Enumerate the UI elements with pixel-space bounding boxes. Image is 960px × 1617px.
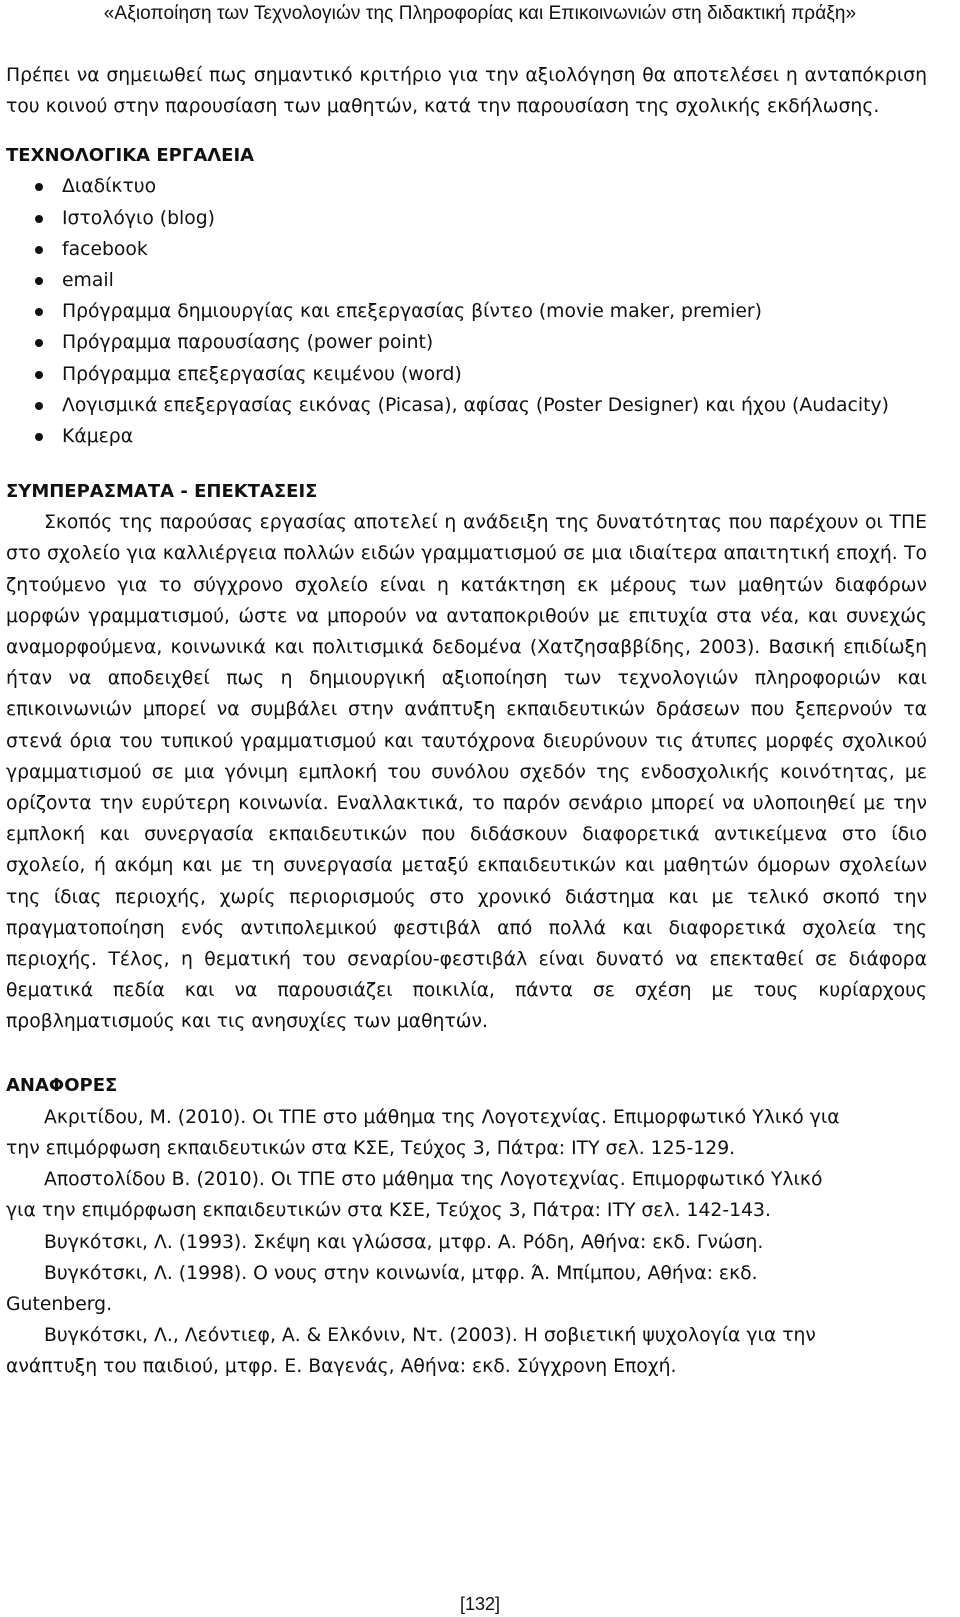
- tools-list-item: Λογισμικά επεξεργασίας εικόνας (Picasa), αφίσας (Poster Designer) και ήχου (Audacity): [62, 390, 927, 421]
- running-header: «Αξιοποίηση των Τεχνολογιών της Πληροφορίας και Επικοινωνιών στη διδακτική πράξη»: [103, 3, 857, 24]
- tools-list: [6, 171, 927, 452]
- tools-heading: ΤΕΧΝΟΛΟΓΙΚΑ ΕΡΓΑΛΕΙΑ: [6, 145, 255, 167]
- reference-continuation: ανάπτυξη του παιδιού, μτφρ. Ε. Βαγενάς, Αθήνα: εκδ. Σύγχρονη Εποχή.: [6, 1356, 677, 1378]
- reference-first-line: Αποστολίδου Β. (2010). Οι ΤΠΕ στο μάθημα της Λογοτεχνίας. Επιμορφωτικό Υλικό: [44, 1169, 823, 1191]
- tools-list-item: Ιστολόγιο (blog): [62, 203, 927, 234]
- tools-list-item: email: [62, 265, 927, 296]
- tools-list-item: Πρόγραμμα δημιουργίας και επεξεργασίας βίντεο (movie maker, premier): [62, 296, 927, 327]
- intro-paragraph: Πρέπει να σημειωθεί πως σημαντικό κριτήριο για την αξιολόγηση θα αποτελέσει η ανταπόκριση του κοινού στην παρουσίαση των μαθητών, κατά την παρουσίαση της σχολικής εκδήλωσης.: [6, 65, 927, 118]
- references-heading: ΑΝΑΦΟΡΕΣ: [6, 1074, 118, 1096]
- page-body: [6, 60, 927, 1383]
- references-list: [6, 1102, 927, 1383]
- tools-list-item: Πρόγραμμα επεξεργασίας κειμένου (word): [62, 359, 927, 390]
- reference-entry: [6, 1258, 927, 1320]
- reference-continuation: την επιμόρφωση εκπαιδευτικών στα ΚΣΕ, Τεύχος 3, Πάτρα: ΙΤΥ σελ. 125-129.: [6, 1137, 736, 1159]
- conclusions-heading: ΣΥΜΠΕΡΑΣΜΑΤΑ - ΕΠΕΚΤΑΣΕΙΣ: [6, 481, 318, 503]
- reference-first-line: Ακριτίδου, Μ. (2010). Οι ΤΠΕ στο μάθημα της Λογοτεχνίας. Επιμορφωτικό Υλικό για: [44, 1106, 840, 1128]
- reference-continuation: Gutenberg.: [6, 1293, 113, 1315]
- reference-entry: [6, 1164, 927, 1226]
- reference-entry: [6, 1102, 927, 1164]
- reference-first-line: Βυγκότσκι, Λ. (1993). Σκέψη και γλώσσα, μτφρ. Α. Ρόδη, Αθήνα: εκδ. Γνώση.: [44, 1231, 764, 1253]
- tools-list-item: Κάμερα: [62, 421, 927, 452]
- reference-first-line: Βυγκότσκι, Λ., Λεόντιεφ, Α. & Ελκόνιν, Ντ. (2003). Η σοβιετική ψυχολογία για την: [44, 1325, 816, 1347]
- tools-list-item: Πρόγραμμα παρουσίασης (power point): [62, 327, 927, 358]
- tools-list-item: Διαδίκτυο: [62, 171, 927, 202]
- tools-list-item: facebook: [62, 234, 927, 265]
- reference-entry: [6, 1320, 927, 1382]
- reference-entry: [6, 1227, 927, 1258]
- page-number: [132]: [459, 1594, 501, 1614]
- reference-continuation: για την επιμόρφωση εκπαιδευτικών στα ΚΣΕ, Τεύχος 3, Πάτρα: ΙΤΥ σελ. 142-143.: [6, 1200, 771, 1222]
- reference-first-line: Βυγκότσκι, Λ. (1998). Ο νους στην κοινωνία, μτφρ. Ά. Μπίμπου, Αθήνα: εκδ.: [44, 1262, 758, 1284]
- conclusions-paragraph: Σκοπός της παρούσας εργασίας αποτελεί η ανάδειξη της δυνατότητας που παρέχουν οι ΤΠΕ στο σχολείο για καλλιέργεια πολλών ειδών γραμματισμού σε μια ιδιαίτερα απαιτητική εποχή. Το ζητούμενο για το σύγχρονο σχολείο είναι η κατάκτηση εκ μέρους των μαθητών διαφόρων μορφών γραμματισμού, ώστε να μπορούν να ανταποκριθούν με επιτυχία στα νέα, και συνεχώς αναμορφούμενα, κοινωνικά και πολιτισμικά δεδομένα (Χατζησαββίδης, 2003). Βασική επιδίωξη ήταν να αποδειχθεί πως η δημιουργική αξιοποίηση των τεχνολογιών πληροφοριών και επικοινωνιών μπορεί να συμβάλει στην ανάπτυξη εκπαιδευτικών δράσεων που ξεπερνούν τα στενά όρια του τυπικού γραμματισμού και ταυτόχρονα διευρύνουν τις άτυπες μορφές σχολικού γραμματισμού σε μια γόνιμη εμπλοκή του συνόλου σχεδόν της ενδοσχολικής κοινότητας, με ορίζοντα την ευρύτερη κοινωνία. Εναλλακτικά, το παρόν σενάριο μπορεί να υλοποιηθεί με την εμπλοκή και συνεργασία εκπαιδευτικών που διδάσκουν διαφορετικά αντικείμενα στο ίδιο σχολείο, ή ακόμη και με τη συνεργασία μεταξύ εκπαιδευτικών και μαθητών όμορων σχολείων της ίδιας περιοχής, χωρίς περιορισμούς στο χρονικό διάστημα και με τελικό σκοπό την πραγματοποίηση ενός αντιπολεμικού φεστιβάλ από πολλά και διαφορετικά σχολεία της περιοχής. Τέλος, η θεματική του σεναρίου-φεστιβάλ είναι δυνατό να επεκταθεί σε διάφορα θεματικά πεδία και να παρουσιάζει ποικιλία, πάντα σε σχέση με τους κυρίαρχους προβληματισμούς και τις ανησυχίες των μαθητών.: [6, 512, 927, 1033]
